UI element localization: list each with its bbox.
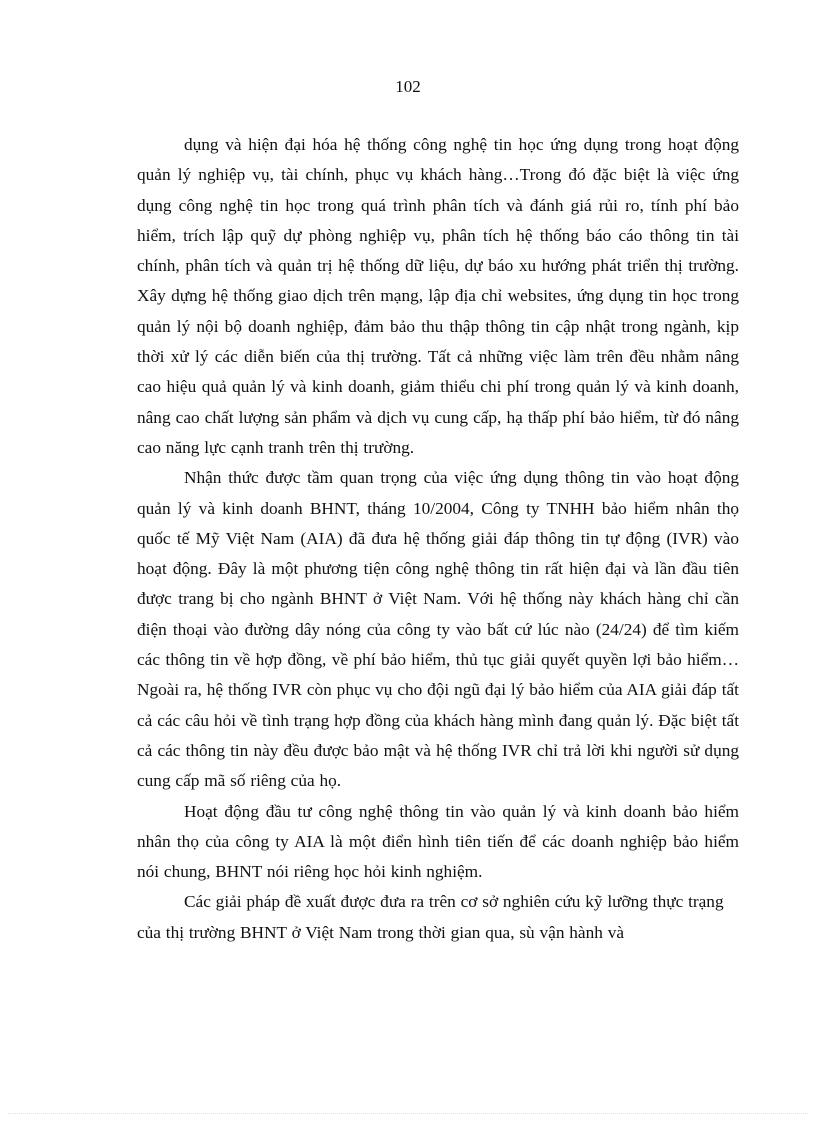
paragraph-aia-example: Hoạt động đầu tư công nghệ thông tin vào quản lý và kinh doanh bảo hiểm nhân thọ của công ty AIA là một điển hình tiên tiến để các doanh nghiệp bảo hiểm nói chung, BHNT nói riêng học hỏi kinh nghiệm. xyxy=(137,801,739,882)
paragraph-technology-application: dụng và hiện đại hóa hệ thống công nghệ tin học ứng dụng trong hoạt động quản lý nghiệp vụ, tài chính, phục vụ khách hàng…Trong đó đặc biệt là việc ứng dụng công nghệ tin học trong quá trình phân tích và đánh giá rủi ro, tính phí bảo hiểm, trích lập quỹ dự phòng nghiệp vụ, phân tích hệ thống báo cáo thông tin tài chính, phân tích và quản trị hệ thống dữ liệu, dự báo xu hướng phát triển thị trường. Xây dựng hệ thống giao dịch trên mạng, lập địa chỉ websites, ứng dụng tin học trong quản lý nội bộ doanh nghiệp, đảm bảo thu thập thông tin cập nhật trong ngành, kịp thời xử lý các diễn biến của thị trường. Tất cả những việc làm trên đều nhằm nâng cao hiệu quả quản lý và kinh doanh, giảm thiểu chi phí trong quản lý và kinh doanh, nâng cao chất lượng sản phẩm và dịch vụ cung cấp, hạ thấp phí bảo hiểm, từ đó nâng cao năng lực cạnh tranh trên thị trường. xyxy=(137,135,739,457)
page-number: 102 xyxy=(395,77,421,96)
page-bottom-divider xyxy=(8,1113,808,1114)
document-body xyxy=(137,130,739,948)
paragraph-aia-ivr-system: Nhận thức được tầm quan trọng của việc ứng dụng thông tin vào hoạt động quản lý và kinh doanh BHNT, tháng 10/2004, Công ty TNHH bảo hiểm nhân thọ quốc tế Mỹ Việt Nam (AIA) đã đưa hệ thống giải đáp thông tin tự động (IVR) vào hoạt động. Đây là một phương tiện công nghệ thông tin rất hiện đại và lần đầu tiên được trang bị cho ngành BHNT ở Việt Nam. Với hệ thống này khách hàng chỉ cần điện thoại vào đường dây nóng của công ty vào bất cứ lúc nào (24/24) để tìm kiếm các thông tin về hợp đồng, về phí bảo hiểm, thủ tục giải quyết quyền lợi bảo hiểm…Ngoài ra, hệ thống IVR còn phục vụ cho đội ngũ đại lý bảo hiểm của AIA giải đáp tất cả các câu hỏi về tình trạng hợp đồng của khách hàng mình đang quản lý. Đặc biệt tất cả các thông tin này đều được bảo mật và hệ thống IVR chỉ trả lời khi người sử dụng cung cấp mã số riêng của họ. xyxy=(137,468,739,791)
paragraph-proposed-solutions: Các giải pháp đề xuất được đưa ra trên cơ sở nghiên cứu kỹ lưỡng thực trạng của thị trường BHNT ở Việt Nam trong thời gian qua, sù vận hành và xyxy=(137,892,724,942)
